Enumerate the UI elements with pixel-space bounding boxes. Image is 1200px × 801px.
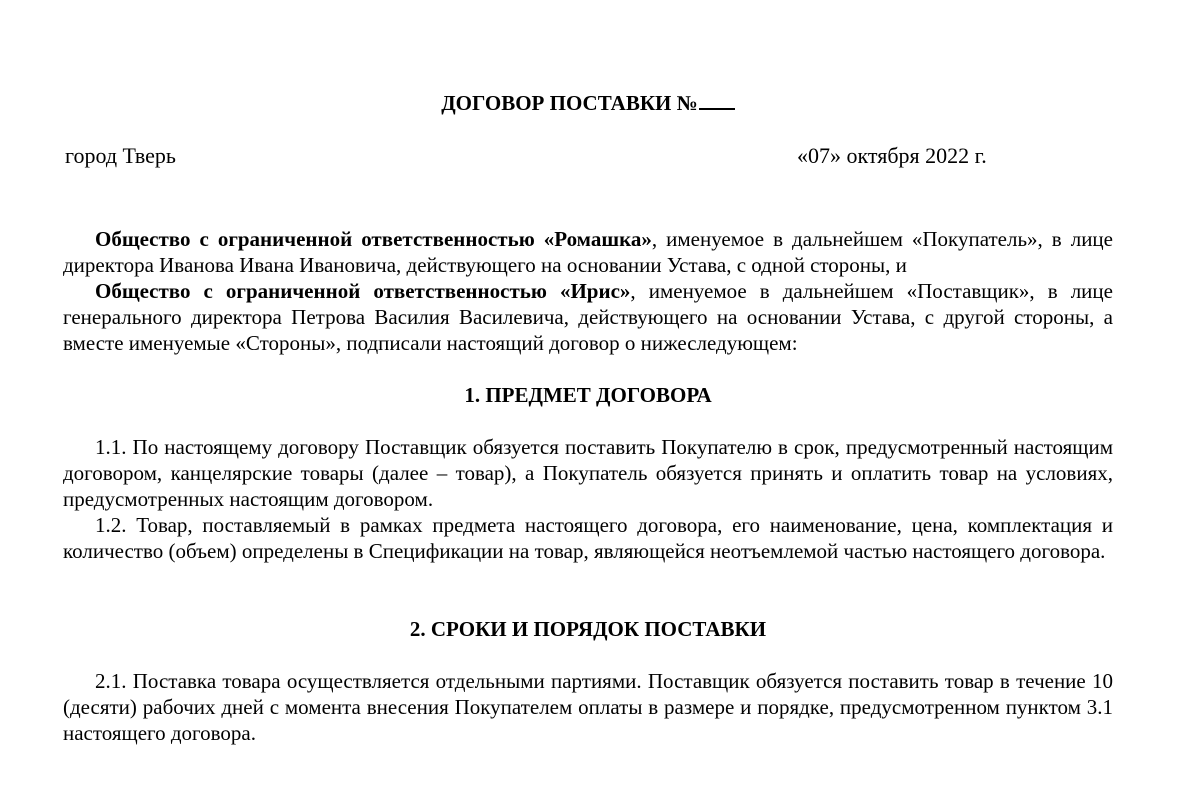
- party1-text: , именуемое в дальнейшем «Покупатель», в лице директора Иванова Ивана Ивановича, действующего на основании Устава, с одной стороны, и: [63, 227, 1113, 277]
- clause-1-1: 1.1. По настоящему договору Поставщик обязуется поставить Покупателю в срок, предусмотренный настоящим договором, канцелярские товары (далее – товар), а Покупатель обязуется принять и оплатить товар на условиях, предусмотренных настоящим договором.: [63, 435, 1113, 511]
- party1-name: Общество с ограниченной ответственностью «Ромашка»: [95, 227, 652, 251]
- party2-name: Общество с ограниченной ответственностью «Ирис»: [95, 279, 631, 303]
- preamble: [63, 226, 1113, 356]
- preamble-party2: [63, 278, 1113, 356]
- section-2-body: [63, 668, 1113, 746]
- contract-number-blank: [699, 90, 735, 110]
- clause-2-1: 2.1. Поставка товара осуществляется отдельными партиями. Поставщик обязуется поставить товар в течение 10 (десяти) рабочих дней с момента внесения Покупателем оплаты в размере и порядке, предусмотренном пунктом 3.1 настоящего договора.: [63, 669, 1113, 745]
- section-1-body: [63, 434, 1113, 564]
- section-heading-1: 1. ПРЕДМЕТ ДОГОВОРА: [464, 383, 712, 407]
- section-heading-2: 2. СРОКИ И ПОРЯДОК ПОСТАВКИ: [409, 617, 767, 641]
- contract-date: «07» октября 2022 г.: [797, 143, 987, 168]
- contract-city: город Тверь: [65, 143, 176, 168]
- document-title-text: ДОГОВОР ПОСТАВКИ №: [441, 91, 698, 115]
- document-page: [63, 0, 1113, 801]
- preamble-party1: [63, 226, 1113, 278]
- document-title: [63, 90, 1113, 116]
- clause-1-2: 1.2. Товар, поставляемый в рамках предмета настоящего договора, его наименование, цена, комплектация и количество (объем) определены в Спецификации на товар, являющейся неотъемлемой частью настоящего договора.: [63, 513, 1113, 563]
- party2-text: , именуемое в дальнейшем «Поставщик», в лице генерального директора Петрова Василия Василевича, действующего на основании Устава, с другой стороны, а вместе именуемые «Стороны», подписали настоящий договор о нижеследующем:: [63, 279, 1113, 355]
